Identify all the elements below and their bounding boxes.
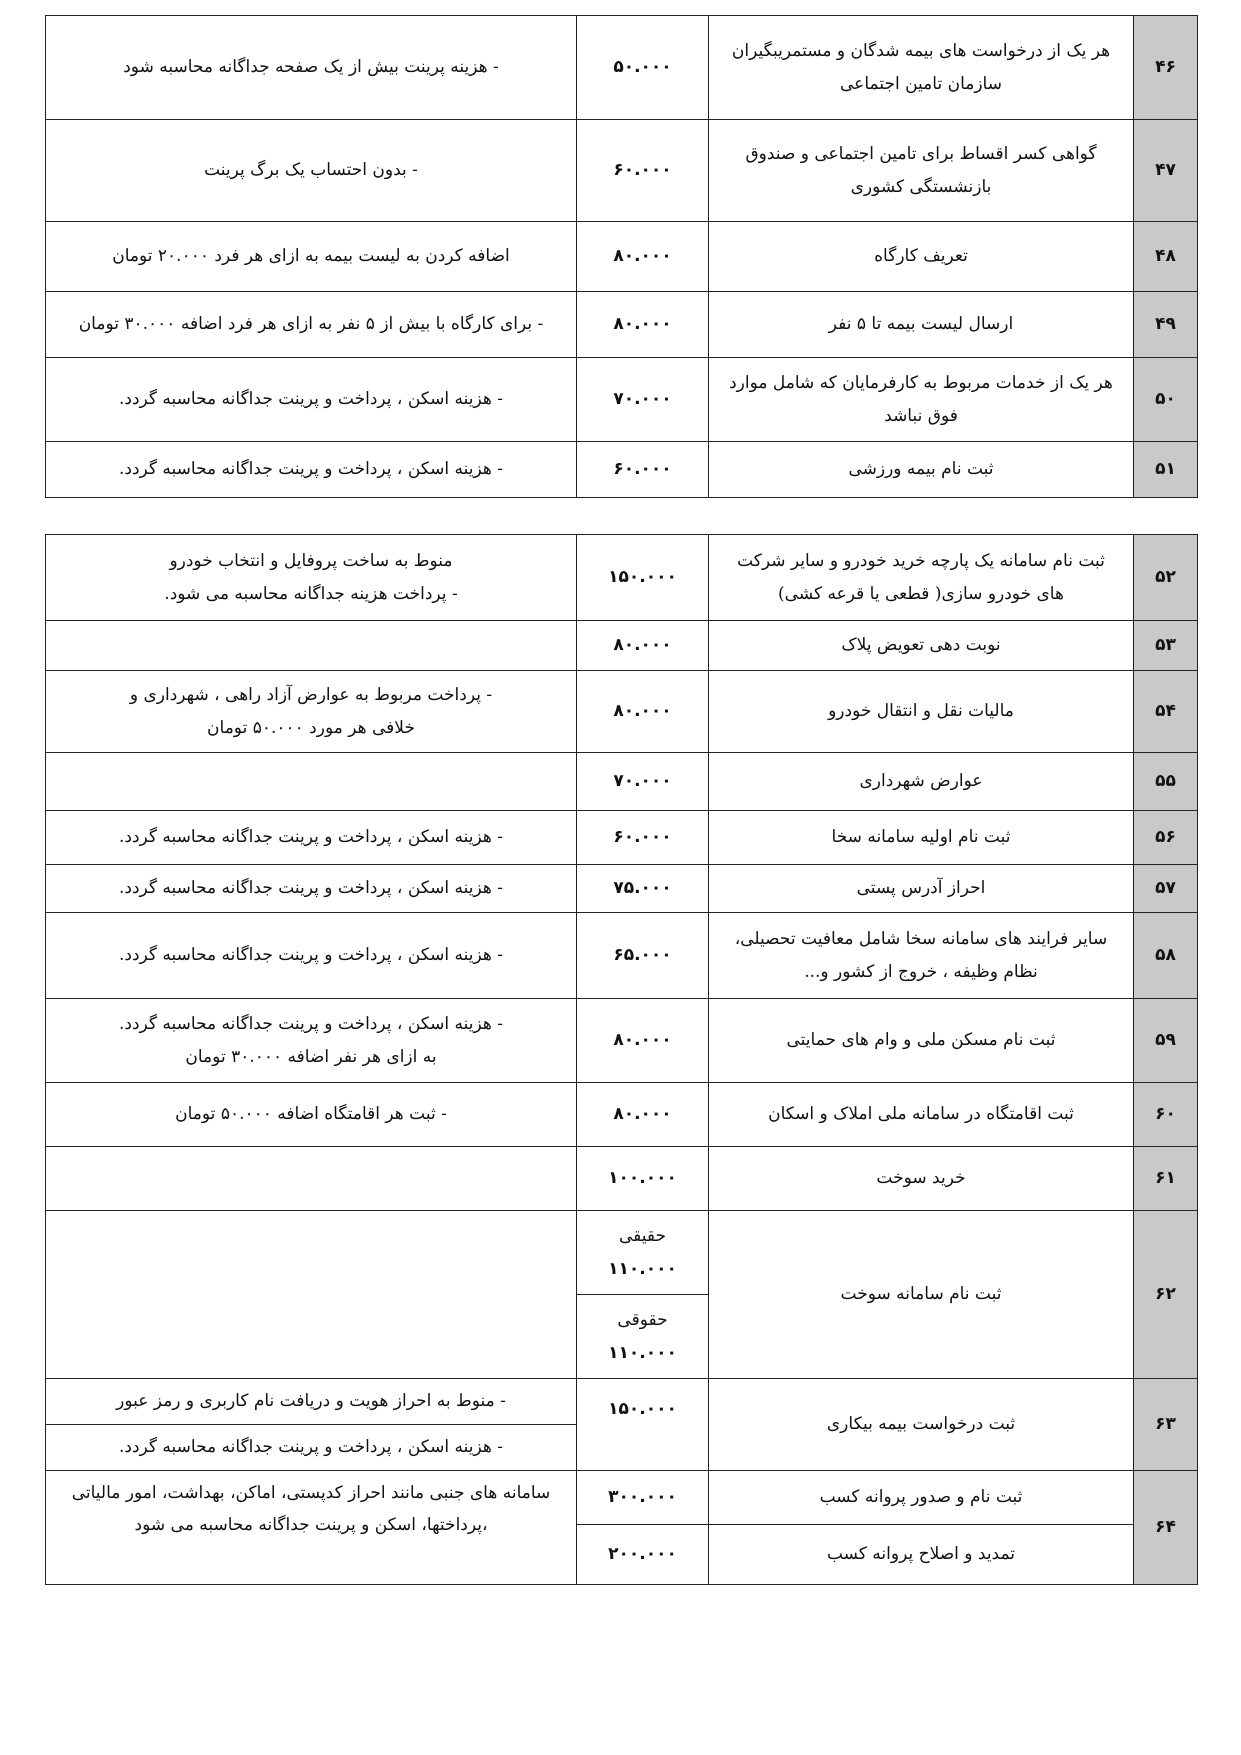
table-row bbox=[46, 999, 1198, 1083]
row-number: ۵۹ bbox=[1134, 999, 1198, 1083]
price: ۸۰.۰۰۰ bbox=[577, 292, 709, 358]
service-name: خرید سوخت bbox=[709, 1147, 1134, 1211]
fee-table-2 bbox=[45, 534, 1198, 1585]
table-row bbox=[46, 358, 1198, 442]
row-number: ۵۲ bbox=[1134, 535, 1198, 621]
table-row bbox=[46, 442, 1198, 498]
service-name: ثبت نام و صدور پروانه کسب bbox=[709, 1471, 1134, 1525]
table-row bbox=[46, 535, 1198, 621]
note: - هزینه اسکن ، پرداخت و پرینت جداگانه محاسبه گردد. bbox=[46, 913, 577, 999]
note: - هزینه پرینت بیش از یک صفحه جداگانه محاسبه شود bbox=[46, 16, 577, 120]
service-name: ثبت نام اولیه سامانه سخا bbox=[709, 811, 1134, 865]
row-number: ۶۱ bbox=[1134, 1147, 1198, 1211]
row-number: ۴۷ bbox=[1134, 120, 1198, 222]
table-row bbox=[46, 1147, 1198, 1211]
table-row bbox=[46, 1211, 1198, 1295]
service-name: سایر فرایند های سامانه سخا شامل معافیت تحصیلی، نظام وظیفه ، خروج از کشور و... bbox=[709, 913, 1134, 999]
service-name: تعریف کارگاه bbox=[709, 222, 1134, 292]
note bbox=[46, 621, 577, 671]
table-row bbox=[46, 1471, 1198, 1525]
service-name: احراز آدرس پستی bbox=[709, 865, 1134, 913]
service-name: ثبت نام سامانه سوخت bbox=[709, 1211, 1134, 1379]
row-number: ۴۶ bbox=[1134, 16, 1198, 120]
price: ۱۵۰.۰۰۰ bbox=[577, 1379, 709, 1471]
note: - هزینه اسکن ، پرداخت و پرینت جداگانه محاسبه گردد. bbox=[46, 442, 577, 498]
note: - برای کارگاه با بیش از ۵ نفر به ازای هر فرد اضافه ۳۰.۰۰۰ تومان bbox=[46, 292, 577, 358]
service-name: هر یک از خدمات مربوط به کارفرمایان که شامل موارد فوق نباشد bbox=[709, 358, 1134, 442]
table-row bbox=[46, 222, 1198, 292]
price: ۱۵۰.۰۰۰ bbox=[577, 535, 709, 621]
note: - ثبت هر اقامتگاه اضافه ۵۰.۰۰۰ تومان bbox=[46, 1083, 577, 1147]
table-row bbox=[46, 1379, 1198, 1425]
row-number: ۶۲ bbox=[1134, 1211, 1198, 1379]
note: منوط به ساخت پروفایل و انتخاب خودرو - پرداخت هزینه جداگانه محاسبه می شود. bbox=[46, 535, 577, 621]
row-number: ۶۰ bbox=[1134, 1083, 1198, 1147]
row-number: ۵۵ bbox=[1134, 753, 1198, 811]
note: - بدون احتساب یک برگ پرینت bbox=[46, 120, 577, 222]
table-row bbox=[46, 753, 1198, 811]
price: ۸۰.۰۰۰ bbox=[577, 999, 709, 1083]
note: - هزینه اسکن ، پرداخت و پرینت جداگانه محاسبه گردد. bbox=[46, 358, 577, 442]
price: ۵۰.۰۰۰ bbox=[577, 16, 709, 120]
row-number: ۴۸ bbox=[1134, 222, 1198, 292]
note: - هزینه اسکن ، پرداخت و پرینت جداگانه محاسبه گردد. bbox=[46, 865, 577, 913]
price: ۷۵.۰۰۰ bbox=[577, 865, 709, 913]
price: ۱۰۰.۰۰۰ bbox=[577, 1147, 709, 1211]
price: ۶۰.۰۰۰ bbox=[577, 120, 709, 222]
service-name: گواهی کسر اقساط برای تامین اجتماعی و صندوق بازنشستگی کشوری bbox=[709, 120, 1134, 222]
service-name: ثبت نام سامانه یک پارچه خرید خودرو و سایر شرکت های خودرو سازی( قطعی یا قرعه کشی) bbox=[709, 535, 1134, 621]
price: ۷۰.۰۰۰ bbox=[577, 753, 709, 811]
price: ۶۰.۰۰۰ bbox=[577, 442, 709, 498]
service-name: تمدید و اصلاح پروانه کسب bbox=[709, 1525, 1134, 1585]
row-number: ۵۱ bbox=[1134, 442, 1198, 498]
note: - هزینه اسکن ، پرداخت و پرینت جداگانه محاسبه گردد. به ازای هر نفر اضافه ۳۰.۰۰۰ تومان bbox=[46, 999, 577, 1083]
row-number: ۵۸ bbox=[1134, 913, 1198, 999]
price: ۸۰.۰۰۰ bbox=[577, 621, 709, 671]
price-individual: حقیقی ۱۱۰.۰۰۰ bbox=[577, 1211, 709, 1295]
note bbox=[46, 753, 577, 811]
price: ۸۰.۰۰۰ bbox=[577, 222, 709, 292]
note: سامانه های جنبی مانند احراز کدپستی، اماکن، بهداشت، امور مالیاتی ،پرداختها، اسکن و پرینت جداگانه محاسبه می شود bbox=[46, 1471, 577, 1585]
note: - منوط به احراز هویت و دریافت نام کاربری و رمز عبور bbox=[46, 1379, 577, 1425]
price: ۸۰.۰۰۰ bbox=[577, 671, 709, 753]
service-name: هر یک از درخواست های بیمه شدگان و مستمریبگیران سازمان تامین اجتماعی bbox=[709, 16, 1134, 120]
row-number: ۵۶ bbox=[1134, 811, 1198, 865]
fee-table-1 bbox=[45, 15, 1198, 498]
price: ۶۰.۰۰۰ bbox=[577, 811, 709, 865]
note: - هزینه اسکن ، پرداخت و پرینت جداگانه محاسبه گردد. bbox=[46, 811, 577, 865]
table-row bbox=[46, 621, 1198, 671]
note bbox=[46, 1147, 577, 1211]
price: ۳۰۰.۰۰۰ bbox=[577, 1471, 709, 1525]
service-name: ثبت نام بیمه ورزشی bbox=[709, 442, 1134, 498]
note: - پرداخت مربوط به عوارض آزاد راهی ، شهرداری و خلافی هر مورد ۵۰.۰۰۰ تومان bbox=[46, 671, 577, 753]
table-row bbox=[46, 16, 1198, 120]
row-number: ۶۴ bbox=[1134, 1471, 1198, 1585]
price: ۷۰.۰۰۰ bbox=[577, 358, 709, 442]
row-number: ۶۳ bbox=[1134, 1379, 1198, 1471]
row-number: ۵۳ bbox=[1134, 621, 1198, 671]
table-row bbox=[46, 671, 1198, 753]
service-name: عوارض شهرداری bbox=[709, 753, 1134, 811]
price: ۶۵.۰۰۰ bbox=[577, 913, 709, 999]
price: ۲۰۰.۰۰۰ bbox=[577, 1525, 709, 1585]
row-number: ۵۴ bbox=[1134, 671, 1198, 753]
service-name: ثبت نام مسکن ملی و وام های حمایتی bbox=[709, 999, 1134, 1083]
table-row bbox=[46, 292, 1198, 358]
row-number: ۵۰ bbox=[1134, 358, 1198, 442]
service-name: ارسال لیست بیمه تا ۵ نفر bbox=[709, 292, 1134, 358]
service-name: مالیات نقل و انتقال خودرو bbox=[709, 671, 1134, 753]
price-legal: حقوقی ۱۱۰.۰۰۰ bbox=[577, 1295, 709, 1379]
table-row bbox=[46, 1083, 1198, 1147]
note: اضافه کردن به لیست بیمه به ازای هر فرد ۲۰.۰۰۰ تومان bbox=[46, 222, 577, 292]
service-name: ثبت درخواست بیمه بیکاری bbox=[709, 1379, 1134, 1471]
price: ۸۰.۰۰۰ bbox=[577, 1083, 709, 1147]
note: - هزینه اسکن ، پرداخت و پرینت جداگانه محاسبه گردد. bbox=[46, 1425, 577, 1471]
table-row bbox=[46, 811, 1198, 865]
service-name: نوبت دهی تعویض پلاک bbox=[709, 621, 1134, 671]
note bbox=[46, 1211, 577, 1379]
table-row bbox=[46, 913, 1198, 999]
row-number: ۵۷ bbox=[1134, 865, 1198, 913]
service-name: ثبت اقامتگاه در سامانه ملی املاک و اسکان bbox=[709, 1083, 1134, 1147]
row-number: ۴۹ bbox=[1134, 292, 1198, 358]
table-row bbox=[46, 865, 1198, 913]
table-row bbox=[46, 120, 1198, 222]
